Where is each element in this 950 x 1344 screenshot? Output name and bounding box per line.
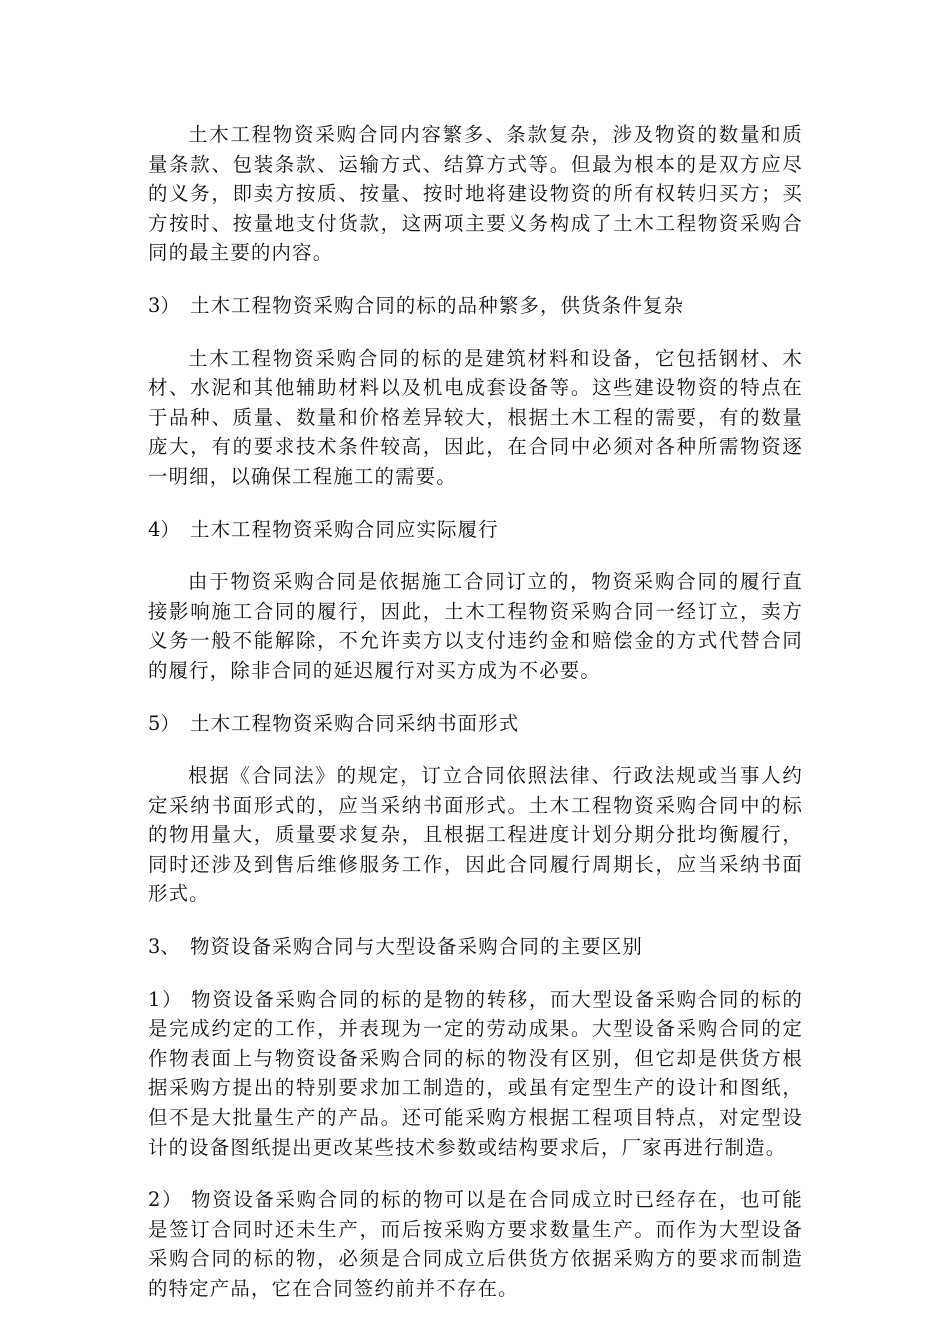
heading-item-5: [148, 709, 803, 739]
document-page: [148, 120, 803, 1327]
paragraph-main-obligations: 土木工程物资采购合同内容繁多、条款复杂，涉及物资的数量和质量条款、包装条款、运输方式、结算方式等。但最为根本的是双方应尽的义务，即卖方按质、按量、按时地将建设物资的所有权转归买方；买方按时、按量地支付货款，这两项主要义务构成了土木工程物资采购合同的最主要的内容。: [148, 123, 803, 265]
heading-number: 5）: [148, 711, 180, 735]
heading-text: 土木工程物资采购合同应实际履行: [190, 517, 499, 541]
heading-number: 3）: [148, 293, 180, 317]
heading-number: 3、: [148, 935, 180, 959]
paragraph-difference-1: 1） 物资设备采购合同的标的是物的转移，而大型设备采购合同的标的是完成约定的工作，并表现为一定的劳动成果。大型设备采购合同的定作物表面上与物资设备采购合同的标的物没有区别，但它却是供货方根据采购方提出的特别要求加工制造的，或虽有定型生产的设计和图纸，但不是大批量生产的产品。还可能采购方根据工程项目特点，对定型设计的设备图纸提出更改某些技术参数或结构要求后，厂家再进行制造。: [148, 987, 803, 1159]
paragraph-subject-variety: 土木工程物资采购合同的标的是建筑材料和设备，它包括钢材、木材、水泥和其他辅助材料以及机电成套设备等。这些建设物资的特点在于品种、质量、数量和价格差异较大，根据土木工程的需要，有的数量庞大，有的要求技术条件较高，因此，在合同中必须对各种所需物资逐一明细，以确保工程施工的需要。: [148, 346, 803, 488]
heading-text: 土木工程物资采购合同的标的品种繁多，供货条件复杂: [190, 293, 685, 317]
paragraph-difference-2: 2） 物资设备采购合同的标的物可以是在合同成立时已经存在，也可能是签订合同时还未生产，而后按采购方要求数量生产。而作为大型设备采购合同的标的物，必须是合同成立后供货方依据采购方的要求而制造的特定产品，它在合同签约前并不存在。: [148, 1188, 803, 1300]
heading-item-4: [148, 515, 803, 545]
heading-text: 物资设备采购合同与大型设备采购合同的主要区别: [190, 935, 643, 959]
paragraph-actual-performance: 由于物资采购合同是依据施工合同订立的，物资采购合同的履行直接影响施工合同的履行，因此，土木工程物资采购合同一经订立，卖方义务一般不能解除，不允许卖方以支付违约金和赔偿金的方式代替合同的履行，除非合同的延迟履行对买方成为不必要。: [148, 570, 803, 682]
heading-text: 土木工程物资采购合同采纳书面形式: [190, 711, 520, 735]
heading-section-3: [148, 932, 803, 962]
heading-item-3: [148, 291, 803, 321]
heading-number: 4）: [148, 517, 180, 541]
paragraph-written-form: 根据《合同法》的规定，订立合同依照法律、行政法规或当事人约定采纳书面形式的，应当采纳书面形式。土木工程物资采购合同中的标的物用量大，质量要求复杂，且根据工程进度计划分期分批均衡履行，同时还涉及到售后维修服务工作，因此合同履行周期长，应当采纳书面形式。: [148, 764, 803, 906]
